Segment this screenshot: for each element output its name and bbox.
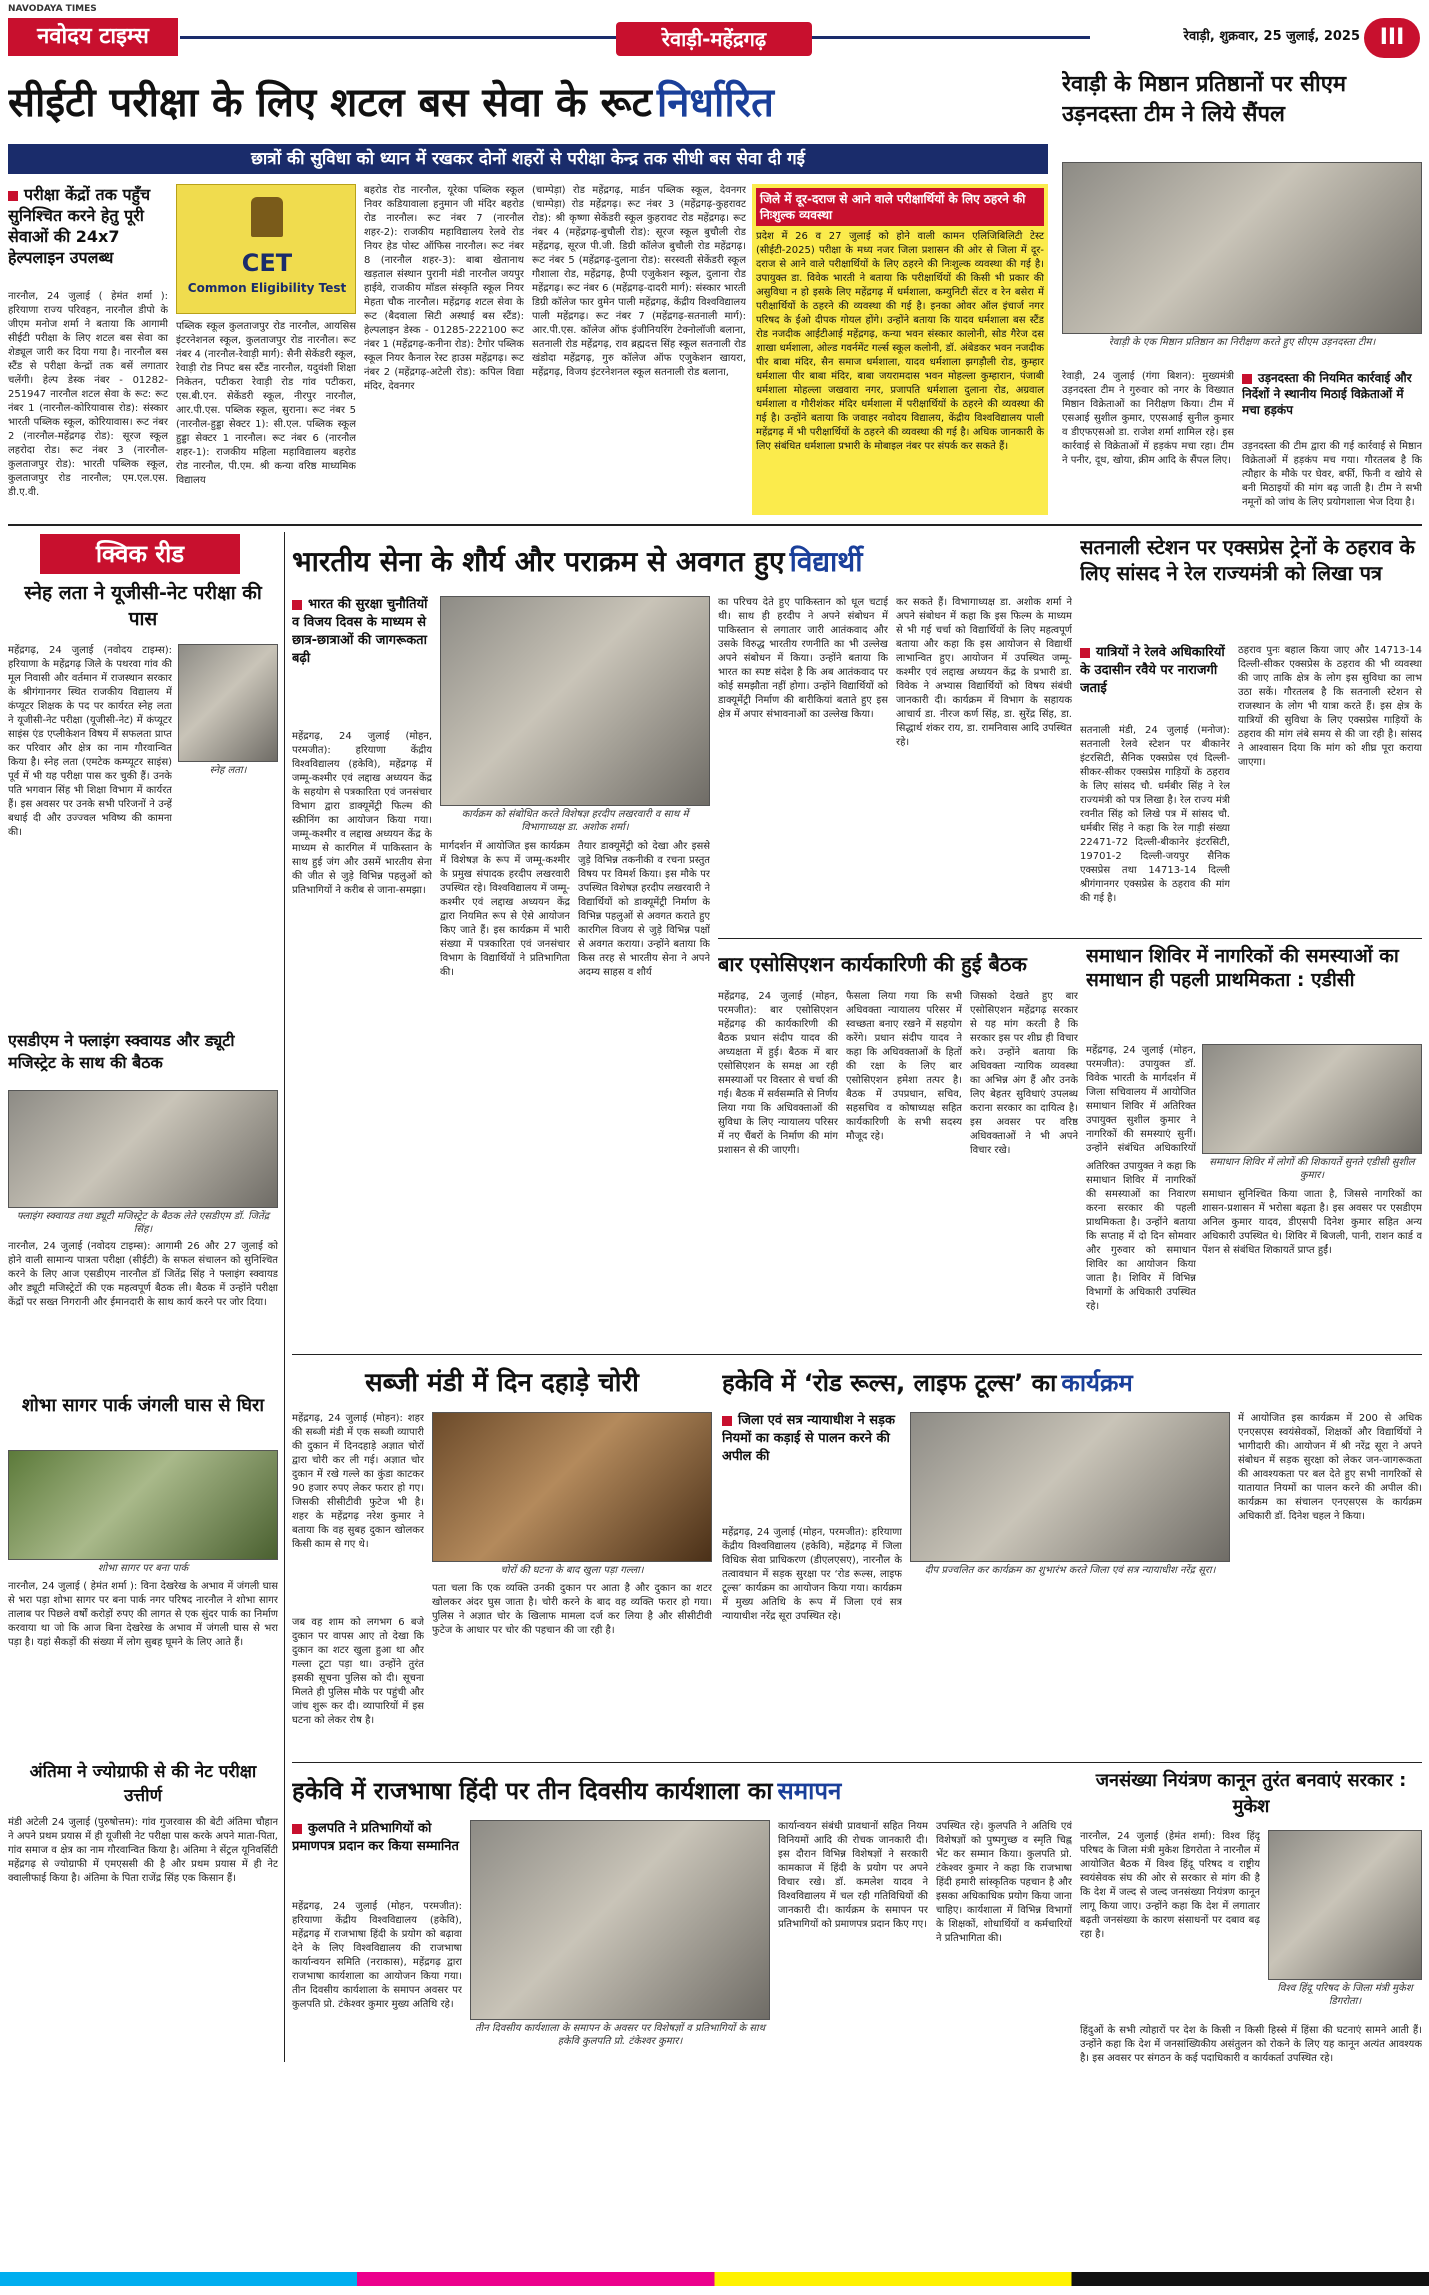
- sneh-lata-caption: स्नेह लता।: [209, 765, 247, 776]
- lead-headline-main: सीईटी परीक्षा के लिए शटल बस सेवा के रूट: [8, 80, 652, 126]
- lead-col-1: नारनौल, 24 जुलाई ( हेमंत शर्मा ): हरियाणा राज्य परिवहन, नारनौल डीपो के जीएम मनोज शर्मा ने बताया कि आगामी सीईटी परीक्षा के लिए शटल बस सेवा का शेड्यूल जारी कर दिया गया है। नारनौल बस स्टैंड से परीक्षा केन्द्रों तक बसें लगातार चलेंगी। हेल्प डेस्क नंबर - 01282-251947 नारनौल शटल सेवा के रूट: रूट नंबर 1 (नारनौल-कोरियावास रोड): संस्कार भारती पब्लिक स्कूल, कोरियावास। रूट नंबर 2 (नारनौल-महेंद्रगढ़ रोड): सूरज स्कूल लहरोदा रोड। रूट नंबर 3 (नारनौल-कुलताजपुर रोड): भारती पब्लिक स्कूल, कुलताजपुर रोड नारनौल; एम.एल.एस. डी.ए.वी.: [8, 291, 168, 498]
- yellow-box-head: जिले में दूर-दराज से आने वाले परीक्षार्थियों के लिए ठहरने की निःशुल्क व्यवस्था: [756, 188, 1044, 226]
- population-headline: जनसंख्या नियंत्रण कानून तुरंत बनवाएं सरकार : मुकेश: [1095, 1770, 1407, 1817]
- bar-col-2: फैसला लिया गया कि सभी अधिवक्ता न्यायालय परिसर में स्वच्छता बनाए रखने में सहयोग करेंगे। प्रधान संदीप यादव ने कहा कि अधिवक्ताओं के हितों की रक्षा के लिए बार एसोसिएशन हमेशा तत्पर है। बैठक में उपप्रधान, सचिव, सहसचिव व कोषाध्यक्ष सहित कार्यकारिणी के सभी सदस्य मौजूद रहे।: [846, 991, 962, 1142]
- dateline: रेवाड़ी, शुक्रवार, 25 जुलाई, 2025: [1090, 26, 1360, 44]
- railway-side-head-text: यात्रियों ने रेलवे अधिकारियों के उदासीन रवैये पर नाराजगी जताई: [1080, 644, 1230, 698]
- small-brand: NAVODAYA TIMES: [8, 4, 97, 14]
- road-col-1: महेंद्रगढ़, 24 जुलाई (मोहन, परमजीत): हरियाणा केंद्रीय विश्वविद्यालय (हकेवि), महेंद्रगढ़ में जिला विधिक सेवा प्राधिकरण (डीएलएसए), नारनौल के तत्वावधान में सड़क सुरक्षा पर ‘रोड रूल्स, लाइफ टूल्स’ कार्यक्रम का आयोजन किया गया। कार्यक्रम में मुख्य अतिथि के रूप में जिला एवं सत्र न्यायाधीश नरेंद्र सूरा उपस्थित रहे।: [722, 1527, 902, 1622]
- masthead: [0, 0, 1429, 62]
- shobha-sagar-caption: शोभा सागर पर बना पार्क: [97, 1563, 189, 1574]
- samadhan-col-3: समाधान सुनिश्चित किया जाता है, जिससे नागरिकों का शासन-प्रशासन में भरोसा बढ़ता है। इस अवसर पर एसडीएम अनिल कुमार यादव, डीएसपी दिनेश कुमार सहित अन्य अधिकारी उपस्थित थे। शिविर में बिजली, पानी, राशन कार्ड व पेंशन से संबंधित शिकायतें प्राप्त हुईं।: [1202, 1189, 1422, 1256]
- lead-side-head: [8, 184, 168, 284]
- samadhan-headline: समाधान शिविर में नागरिकों की समस्याओं का समाधान ही पहली प्राथमिकता : एडीसी: [1086, 945, 1399, 991]
- railway-headline: सतनाली स्टेशन पर एक्सप्रेस ट्रेनों के ठहराव के लिए सांसद ने रेल राज्यमंत्री को लिखा पत्र: [1080, 535, 1415, 585]
- emblem-icon: [251, 197, 283, 237]
- population-col-1: नारनौल, 24 जुलाई (हेमंत शर्मा): विश्व हिंदू परिषद के जिला मंत्री मुकेश डिगरोता ने नारनौल में आयोजित बैठक में विश्व हिंदू परिषद व राष्ट्रीय स्वयंसेवक संघ की ओर से सरकार से मांग की है कि देश में जल्द से जल्द जनसंख्या नियंत्रण कानून लागू किया जाए। उन्होंने कहा कि देश में लगातार बढ़ती जनसंख्या के कारण संसाधनों पर दबाव बढ़ रहा है।: [1080, 1831, 1260, 1940]
- samadhan-photo: [1202, 1044, 1422, 1154]
- quick-read-s2-head: एसडीएम ने फ्लाइंग स्क्वायड और ड्यूटी मजिस्ट्रेट के साथ की बैठक: [8, 1031, 235, 1072]
- sabzi-caption: चोरों की घटना के बाद खुला पड़ा गल्ला।: [500, 1565, 644, 1576]
- army-col-4: का परिचय देते हुए पाकिस्तान को धूल चटाई थी। साथ ही हरदीप ने अपने संबोधन में पाकिस्तान से लगातार जारी आतंकवाद और उसके विरुद्ध भारतीय रणनीति का भी उल्लेख अपने संबोधन में किया। उन्होंने बताया कि भारत का स्पष्ट संदेश है कि अब आतंकवाद पर कोई समझौता नहीं होगा। उन्होंने विद्यार्थियों को डाक्यूमेंट्री निर्माण की बारीकियां बताते हुए इस क्षेत्र में अपार संभावनाओं का उल्लेख किया।: [718, 597, 888, 720]
- army-side-head: [292, 596, 432, 726]
- sabzi-col-1: महेंद्रगढ़, 24 जुलाई (मोहन): शहर की सब्जी मंडी में एक सब्जी व्यापारी की दुकान में दिनदहाड़े अज्ञात चोरों द्वारा चोरी कर ली गई। अज्ञात चोर दुकान में रखे गल्ले का कुंडा काटकर 90 हजार रुपए लेकर फरार हो गए। जिसकी सीसीटीवी फुटेज भी है। शहर के महेंद्रगढ़ नरेश कुमार ने बताया कि वह सुबह दुकान खोलकर किसी काम से गए थे।: [292, 1413, 424, 1550]
- lead-deck: छात्रों की सुविधा को ध्यान में रखकर दोनों शहरों से परीक्षा केन्द्र तक सीधी बस सेवा दी गई: [8, 144, 1048, 174]
- quick-read-s3-body: नारनौल, 24 जुलाई ( हेमंत शर्मा ): विना देखरेख के अभाव में जंगली घास से भरा पड़ा शोभा सागर पर बना पार्क नगर परिषद नारनौल ने शोभा सागर तालाब पर पिछले वर्षों करोड़ों रुपए की लागत से एक सुंदर पार्क का निर्माण करवाया था जो कि आज बिना देखरेख के अभाव में जंगली घास से भरा पड़ा है। यहां सैकड़ों की संख्या में लोग सुबह घूमने के लिए आते हैं।: [8, 1581, 278, 1648]
- samadhan-caption: समाधान शिविर में लोगों की शिकायतें सुनते एडीसी सुशील कुमार।: [1209, 1157, 1415, 1181]
- hindi-col-3: उपस्थित रहे। कुलपति ने अतिथि एवं विशेषज्ञों को पुष्पगुच्छ व स्मृति चिह्न भेंट कर सम्मान किया। कुलपति प्रो. टंकेश्वर कुमार ने कहा कि राजभाषा हिंदी हमारी सांस्कृतिक पहचान है और इसका अधिकाधिक प्रयोग किया जाना चाहिए। कार्यशाला में विभिन्न विभागों के शिक्षकों, शोधार्थियों व कर्मचारियों ने प्रतिभागिता की।: [936, 1821, 1072, 1944]
- footer-color-strip: [0, 2272, 1429, 2286]
- army-photo: [440, 596, 710, 806]
- railway-side-head: [1080, 644, 1230, 720]
- divider-2: [718, 938, 1422, 939]
- quick-read-s3-head: शोभा सागर पार्क जंगली घास से घिरा: [21, 1395, 265, 1416]
- hindi-headline-main: हकेवि में राजभाषा हिंदी पर तीन दिवसीय कार्यशाला का: [292, 1777, 773, 1805]
- cet-logo: [176, 184, 356, 314]
- hindi-headline-accent: समापन: [777, 1777, 842, 1805]
- cet-label: CET: [241, 249, 293, 277]
- hindi-col-1: महेंद्रगढ़, 24 जुलाई (मोहन, परमजीत): हरियाणा केंद्रीय विश्वविद्यालय (हकेवि), महेंद्रगढ़ में राजभाषा हिंदी के प्रयोग को बढ़ावा देने के लिए विश्वविद्यालय की राजभाषा कार्यान्वयन समिति (नराकास), महेंद्रगढ़ द्वारा राजभाषा कार्यशाला का आयोजन किया गया। तीन दिवसीय कार्यशाला के समापन अवसर पर कुलपति प्रो. टंकेश्वर कुमार मुख्य अतिथि रहे।: [292, 1901, 462, 2010]
- population-col-2: हिंदुओं के सभी त्योहारों पर देश के किसी न किसी हिस्से में हिंसा की घटनाएं सामने आती हैं। उन्होंने कहा कि देश में जनसांख्यिकीय असंतुलन को रोकने के लिए यह कानून अत्यंत आवश्यक है। इस अवसर पर संगठन के कई पदाधिकारी व कार्यकर्ता उपस्थित रहे।: [1080, 2025, 1422, 2064]
- yellow-box: [752, 184, 1048, 515]
- sweets-caption: रेवाड़ी के एक मिष्ठान प्रतिष्ठान का निरीक्षण करते हुए सीएम उड़नदस्ता टीम।: [1108, 337, 1376, 348]
- section-badge: रेवाड़ी-महेंद्रगढ़: [616, 22, 812, 56]
- bar-headline: बार एसोसिएशन कार्यकारिणी की हुई बैठक: [718, 952, 1027, 976]
- population-photo: [1268, 1830, 1422, 1980]
- divider-3: [292, 1354, 1422, 1355]
- sweets-col-2: उड़नदस्ता की टीम द्वारा की गई कार्रवाई से मिष्ठान विक्रेताओं में हड़कंप मच गया। गौरतलब है कि त्यौहार के मौके पर घेवर, बर्फी, फिनी व खोये से बनी मिठाइयों की मांग बढ़ जाती है। टीम ने सभी नमूनों को जांच के लिए प्रयोगशाला भेज दिया है।: [1242, 441, 1422, 508]
- divider-1: [8, 524, 1422, 526]
- road-headline: [722, 1360, 1422, 1406]
- road-side-head-text: जिला एवं सत्र न्यायाधीश ने सड़क नियमों का कड़ाई से पालन करने की अपील की: [722, 1412, 902, 1466]
- sneh-lata-photo: [178, 644, 278, 762]
- divider-4: [292, 1762, 1422, 1763]
- army-col-1: महेंद्रगढ़, 24 जुलाई (मोहन, परमजीत): हरियाणा केंद्रीय विश्वविद्यालय (हकेवि), महेंद्रगढ़ में जम्मू-कश्मीर एवं लद्दाख अध्ययन केंद्र के सहयोग से पत्रकारिता एवं जनसंचार विभाग द्वारा डाक्यूमेंट्री फिल्म की स्क्रीनिंग का आयोजन किया गया। जम्मू-कश्मीर व लद्दाख अध्ययन केंद्र के माध्यम से कारगिल में पाकिस्तान के साथ हुई जंग और उसमें भारतीय सेना की जीत से जुड़े विभिन्न पहलुओं को प्रतिभागियों ने करीब से जाना-समझा।: [292, 731, 432, 896]
- quick-read-title: क्विक रीड: [40, 534, 240, 574]
- lead-col-3: बहरोड रोड नारनौल, यूरेका पब्लिक स्कूल निवर कडियावाला हनुमान जी मंदिर बहरोड रोड नारनौल। रूट नंबर 7 (नारनौल शहर-2): राजकीय महाविद्यालय रेलवे रोड नियर हेड पोस्ट ऑफिस नारनौल। रूट नंबर 8 (नारनौल शहर-3): बाबा खेतानाथ खड़ताल संस्थान पुरानी मंडी नारनौल जयपुर हाईवे, राजकीय मॉडल संस्कृति स्कूल नियर मेहता चौक नारनौल। महेंद्रगढ़ शटल सेवा के रूट (बैदवाला सिटी अस्थाई बस स्टैंड): हेल्पलाइन डेस्क - 01285-222100 रूट नंबर 1 (महेंद्रगढ़-कनीना रोड): टैगोर पब्लिक स्कूल नियर कैनाल रेस्ट हाउस महेंद्रगढ़। रूट नंबर 2 (महेंद्रगढ़-अटेली रोड): कपिल विद्या मंदिर, देवनगर: [364, 185, 524, 392]
- divider-qr: [284, 532, 285, 2062]
- yellow-box-body: प्रदेश में 26 व 27 जुलाई को होने वाली कामन एलिजिबिलिटी टेस्ट (सीईटी-2025) परीक्षा के मध्य नजर जिला प्रशासन की ओर से जिला में दूर-दराज से आने वाले परीक्षार्थियों के लिए ठहरने की निःशुल्क व्यवस्था की गई है। उपायुक्त डा. विवेक भारती ने बताया कि परीक्षार्थियों की किसी भी प्रकार की असुविधा न हो इसके लिए महेंद्रगढ़ में धर्मशाला, कम्युनिटी सेंटर व रेन बसेरा में परीक्षार्थियों के ठहरने की व्यवस्था की गई है। इनका ओवर ऑल इंचार्ज नगर परिषद के ईओ दीपक गोयल होंगे। उन्होंने बताया कि यादव धर्मशाला बस स्टैंड रोड नजदीक आईटीआई महेंद्रगढ़, कन्या भवन संस्कार कालोनी, सोड गैरेज दस शाखा धर्मशाला, ओल्ड गवर्नमेंट गर्ल्स स्कूल कलोनी, डॉ. अंबेडकर भवन नजदीक पीर बाबा मंदिर, सैन समाज धर्मशाला, यादव धर्मशाला झगड़ौली रोड, कुम्हार धर्मशाला पीर बाबा मंदिर, बाबा जयरामदास भवन मोहल्ला कुम्हारान, पंजाबी धर्मशाला मोहल्ला जखवारा नगर, प्रजापति धर्मशाला दुलाना रोड, अग्रवाल धर्मशाला व गौरीशंकर मंदिर धर्मशाला में परीक्षार्थियों के ठहरने की व्यवस्था की गई है। उन्होंने बताया कि जवाहर नवोदय विद्यालय, केंद्रीय विश्वविद्यालय पाली महेंद्रगढ़ में भी परीक्षार्थियों के ठहरने की व्यवस्था की गई है। अधिक जानकारी के लिए संबंधित धर्मशाला प्रभारी के मोबाइल नंबर पर संपर्क कर सकते हैं।: [756, 231, 1044, 452]
- sweets-sub-head: [1242, 370, 1422, 436]
- railway-col-2: ठहराव पुनः बहाल किया जाए और 14713-14 दिल्ली-सीकर एक्सप्रेस के ठहराव की भी व्यवस्था की जाए ताकि क्षेत्र के लोग इस सुविधा का लाभ उठा सकें। गौरतलब है कि सतनाली स्टेशन से राजस्थान के लोग भी यात्रा करते हैं। इस क्षेत्र के यात्रियों की सुविधा के लिए एक्सप्रेस गाड़ियों के ठहराव की मांग लंबे समय से की जा रही है। सांसद ने आश्वासन दिया कि मांग को शीघ्र पूरा कराया जाएगा।: [1238, 645, 1422, 768]
- samadhan-col-1: महेंद्रगढ़, 24 जुलाई (मोहन, परमजीत): उपायुक्त डॉ. विवेक भारती के मार्गदर्शन में जिला सचिवालय में आयोजित समाधान शिविर में अतिरिक्त उपायुक्त सुशील कुमार ने नागरिकों की समस्याएं सुनीं। उन्होंने संबंधित अधिकारियों: [1086, 1045, 1196, 1154]
- brand-logo: नवोदय टाइम्स: [8, 18, 178, 56]
- road-headline-main: हकेवि में ‘रोड रूल्स, लाइफ टूल्स’ का: [722, 1369, 1057, 1397]
- sweets-sub-head-text: उड़नदस्ता की नियमित कार्रवाई और निर्देशों ने स्थानीय मिठाई विक्रेताओं में मचा हड़कंप: [1242, 370, 1422, 418]
- road-col-2: में आयोजित इस कार्यक्रम में 200 से अधिक एनएसएस स्वयंसेवकों, शिक्षकों और विद्यार्थियों ने भागीदारी की। आयोजन में श्री नरेंद्र सूरा ने अपने संबोधन में सड़क सुरक्षा को लेकर जन-जागरूकता की आवश्यकता पर बल देते हुए सभी नागरिकों से यातायात नियमों का पालन करने की अपील की। कार्यक्रम का संचालन एनएसएस के कार्यक्रम अधिकारी डॉ. दिनेश चहल ने किया।: [1238, 1413, 1422, 1522]
- sweets-photo: [1062, 162, 1422, 334]
- sweets-col-1: रेवाड़ी, 24 जुलाई (गंगा बिशन): मुख्यमंत्री उड़नदस्ता टीम ने गुरुवार को नगर के विख्यात मिष्ठान विक्रेताओं का निरीक्षण किया। टीम में एसआई सुशील कुमार, एएसआई सुनील कुमार व डीएफएसओ डा. राजेश शर्मा शामिल रहे। इस कार्रवाई से विक्रेताओं में हड़कंप मचा रहा। टीम ने पनीर, दूध, खोया, क्रीम आदि के सैंपल लिए।: [1062, 371, 1234, 466]
- army-caption: कार्यक्रम को संबोधित करते विशेषज्ञ हरदीप लखरवारी व साथ में विभागाध्यक्ष डा. अशोक शर्मा।: [461, 809, 689, 833]
- lead-col-4: (चाम्पेड़ा) रोड महेंद्रगढ़, मार्डन पब्लिक स्कूल, देवनगर (चाम्पेड़ा) रोड महेंद्रगढ़। रूट नंबर 3 (महेंद्रगढ़-कुहरावट रोड): श्री कृष्णा सेकेंडरी स्कूल कुहरावट रोड महेंद्रगढ़। रूट नंबर 4 (महेंद्रगढ़-बुचौली रोड): सूरज स्कूल बुचौली रोड महेंद्रगढ़, सूरज पी.जी. डिग्री कॉलेज बुचौली रोड महेंद्रगढ़। रूट नंबर 5 (महेंद्रगढ़-दुलाना रोड): सरस्वती सेकेंडरी स्कूल गौशाला रोड, महेंद्रगढ़, हैप्पी एजुकेशन स्कूल, दुलाना रोड महेंद्रगढ़। रूट नंबर 6 (महेंद्रगढ़-दादरी मार्ग): संस्कार भारती डिग्री कॉलेज फार वुमेन पाली महेंद्रगढ़, केंद्रीय विश्वविद्यालय पाली महेंद्रगढ़। रूट नंबर 7 (महेंद्रगढ़-सतनाली मार्ग): आर.पी.एस. कॉलेज ऑफ इंजीनियरिंग टेक्नोलॉजी बलाना, सतनाली रोड महेंद्रगढ़, राव ब्रह्मदत्त सिंह स्कूल सतनाली रोड खंडोदा महेंद्रगढ़, गुरु कॉलेज ऑफ एजुकेशन खायरा, महेंद्रगढ़, विजय इंटरनेशनल स्कूल सतनाली रोड बलाना,: [532, 185, 746, 378]
- sabzi-col-2: जब वह शाम को लगभग 6 बजे दुकान पर वापस आए तो देखा कि दुकान का शटर खुला हुआ था और गल्ला टूटा पड़ा था। उन्होंने तुरंत इसकी सूचना पुलिस को दी। सूचना मिलते ही पुलिस मौके पर पहुंची और जांच शुरू कर दी। व्यापारियों में इस घटना को लेकर रोष है।: [292, 1617, 424, 1726]
- quick-read-s4-body: मंडी अटेली 24 जुलाई (पुरुषोत्तम): गांव गुजरवास की बेटी अंतिमा चौहान ने अपने प्रथम प्रयास में ही यूजीसी नेट परीक्षा पास करके अपने माता-पिता, गांव समाज व क्षेत्र का नाम गौरवान्वित किया है। अंतिमा ने सेंट्रल यूनिवर्सिटी महेंद्रगढ़ से ज्योग्राफी में एमएससी की है और प्रथम प्रयास में ही नेट क्वालीफाई किया है। अंतिमा के पिता राजेंद्र सिंह एक किसान हैं।: [8, 1817, 278, 1884]
- lead-headline-accent: निर्धारित: [656, 80, 774, 126]
- army-headline-main: भारतीय सेना के शौर्य और पराक्रम से अवगत हुए: [292, 545, 785, 578]
- sabzi-headline: सब्जी मंडी में दिन दहाड़े चोरी: [365, 1368, 639, 1398]
- samadhan-col-2: अतिरिक्त उपायुक्त ने कहा कि समाधान शिविर में नागरिकों की समस्याओं का निवारण करना सरकार की पहली प्राथमिकता है। उन्होंने बताया कि सप्ताह में दो दिन सोमवार और गुरुवार को समाधान शिविर का आयोजन किया जाता है। शिविर में विभिन्न विभागों के अधिकारी उपस्थित रहे।: [1086, 1161, 1196, 1312]
- railway-col-1: सतनाली मंडी, 24 जुलाई (मनोज): सतनाली रेलवे स्टेशन पर बीकानेर इंटरसिटी, सैनिक एक्सप्रेस एवं दिल्ली-सीकर-सीकर एक्सप्रेस गाड़ियों के ठहराव के लिए सांसद चौ. धर्मबीर सिंह ने रेल राज्यमंत्री को पत्र लिखा है। रेल राज्य मंत्री रवनीत सिंह को लिखे पत्र में सांसद चौ. धर्मबीर सिंह ने कहा कि रेल गाड़ी संख्या 22471-72 दिल्ली-बीकानेर इंटरसिटी, 19701-2 दिल्ली-जयपुर सैनिक एक्सप्रेस तथा 14713-14 दिल्ली श्रीगंगानगर एक्सप्रेस के ठहराव की मांग की गई है।: [1080, 725, 1230, 904]
- army-col-2: मार्गदर्शन में आयोजित इस कार्यक्रम में विशेषज्ञ के रूप में जम्मू-कश्मीर के प्रमुख संपादक हरदीप लखरवारी उपस्थित रहे। विश्वविद्यालय में जम्मू-कश्मीर एवं लद्दाख अध्ययन केंद्र द्वारा नियमित रूप से ऐसे आयोजन किए जाते हैं। इस कार्यक्रम में भारी संख्या में पत्रकारिता एवं जनसंचार विभाग के विद्यार्थियों ने प्रतिभागिता की।: [440, 841, 570, 978]
- quick-read-s4-head: अंतिमा ने ज्योग्राफी से की नेट परीक्षा उत्तीर्ण: [29, 1762, 257, 1806]
- army-headline: [292, 534, 1072, 590]
- quick-read-s2-body: नारनौल, 24 जुलाई (नवोदय टाइम्स): आगामी 26 और 27 जुलाई को होने वाली सामान्य पात्रता परीक्षा (सीईटी) के सफल संचालन को सुनिश्चित करने के लिए आज एसडीएम नारनौल डॉ जितेंद्र सिंह ने फ्लाइंग स्क्वायड और ड्यूटी मजिस्ट्रेटों की एक महत्वपूर्ण बैठक ली। बैठक में उन्होंने परीक्षा केंद्रों पर सख्त निगरानी और ईमानदारी के साथ कार्य करने पर जोर दिया।: [8, 1241, 278, 1308]
- sdm-meeting-caption: फ्लाइंग स्क्वायड तथा ड्यूटी मजिस्ट्रेट के बैठक लेते एसडीएम डॉ. जितेंद्र सिंह।: [16, 1211, 270, 1235]
- cet-sub: Common Eligibility Test: [187, 281, 347, 295]
- lead-side-head-text: परीक्षा केंद्रों तक पहुँच सुनिश्चित करने हेतु पूरी सेवाओं की 24x7 हेल्पलाइन उपलब्ध: [8, 184, 168, 268]
- hindi-col-2: कार्यान्वयन संबंधी प्रावधानों सहित नियम विनियमों आदि की रोचक जानकारी दी। इस दौरान विभिन्न विशेषज्ञों ने सरकारी कामकाज में हिंदी के प्रयोग पर अपने विचार रखे। डॉ. कमलेश यादव ने विश्वविद्यालय में चल रही गतिविधियों की जानकारी दी। कार्यक्रम के समापन पर प्रतिभागियों को प्रमाणपत्र प्रदान किए गए।: [778, 1821, 928, 1930]
- quick-read-s1-head: स्नेह लता ने यूजीसी-नेट परीक्षा की पास: [24, 582, 262, 630]
- shobha-sagar-photo: [8, 1450, 278, 1560]
- army-side-head-text: भारत की सुरक्षा चुनौतियों व विजय दिवस के माध्यम से छात्र-छात्राओं की जागरूकता बढ़ी: [292, 596, 432, 668]
- sweets-headline: रेवाड़ी के मिष्ठान प्रतिष्ठानों पर सीएम उड़नदस्ता टीम ने लिये सैंपल: [1062, 72, 1347, 127]
- bar-col-3: जिसको देखते हुए बार एसोसिएशन महेंद्रगढ़ सरकार से यह मांग करती है कि सरकार इस पर शीघ्र ही विचार करे। उन्होंने बताया कि अधिवक्ता न्यायिक व्यवस्था का अभिन्न अंग हैं और उनके लिए बेहतर सुविधाएं उपलब्ध कराना सरकार का दायित्व है। इस अवसर पर वरिष्ठ अधिवक्ताओं ने भी अपने विचार रखे।: [970, 991, 1078, 1156]
- road-headline-accent: कार्यक्रम: [1061, 1369, 1133, 1397]
- lead-headline: [8, 64, 1048, 142]
- quick-read-s1-body: महेंद्रगढ़, 24 जुलाई (नवोदय टाइम्स): हरियाणा के महेंद्रगढ़ जिले के पथरवा गांव की मूल निवासी और वर्तमान में राजस्थान सरकार के श्रीगंगानगर स्थित राजकीय विद्यालय में कंप्यूटर शिक्षक के पद पर कार्यरत स्नेह लता ने यूजीसी-नेट परीक्षा (यूजीसी-नेट) में कंप्यूटर साइंस एंड एप्लीकेशन विषय में सफलता प्राप्त कर परिवार और क्षेत्र का नाम गौरवान्वित किया है। स्नेह लता (एमटेक कम्प्यूटर साइंस) पूर्व में भी यह परीक्षा पास कर चुकी हैं। उनके पति भगवान सिंह भी शिक्षा विभाग में कार्यरत हैं। इस अवसर पर उनके सभी परिजनों ने उन्हें बधाई दी और उज्ज्वल भविष्य की कामना की।: [8, 645, 172, 838]
- bar-col-1: महेंद्रगढ़, 24 जुलाई (मोहन, परमजीत): बार एसोसिएशन महेंद्रगढ़ की कार्यकारिणी की बैठक प्रधान संदीप यादव की अध्यक्षता में हुई। बैठक में बार एसोसिएशन के समक्ष आ रही समस्याओं पर विस्तार से चर्चा की गई। बैठक में सर्वसम्मति से निर्णय लिया गया कि अधिवक्ताओं की सुविधा के लिए न्यायालय परिसर में नए चैंबरों के निर्माण की मांग प्रशासन से की जाएगी।: [718, 991, 838, 1156]
- hindi-side-head: [292, 1820, 462, 1896]
- population-caption: विश्व हिंदू परिषद के जिला मंत्री मुकेश डिगरोता।: [1277, 1983, 1413, 2007]
- hindi-caption: तीन दिवसीय कार्यशाला के समापन के अवसर पर विशेषज्ञों व प्रतिभागियों के साथ हकेवि कुलपति प्रो. टंकेश्वर कुमार।: [474, 2023, 766, 2047]
- page-number: III: [1364, 18, 1420, 58]
- army-col-3: तैयार डाक्यूमेंट्री को देखा और इससे जुड़े विभिन्न तकनीकी व रचना प्रस्तुत विषय पर विमर्श किया। इस मौके पर उपस्थित विशेषज्ञ हरदीप लखरवारी ने विद्यार्थियों को डाक्यूमेंट्री निर्माण के विभिन्न पहलुओं से अवगत कराते हुए कारगिल विजय से जुड़े विभिन्न पक्षों से अवगत कराया। उन्होंने बताया कि किस तरह से भारतीय सेना ने अपने अदम्य साहस व शौर्य: [578, 841, 710, 978]
- hindi-side-head-text: कुलपति ने प्रतिभागियों को प्रमाणपत्र प्रदान कर किया सम्मानित: [292, 1820, 462, 1856]
- army-headline-accent: विद्यार्थी: [789, 545, 863, 578]
- lead-col-2: पब्लिक स्कूल कुलताजपुर रोड नारनौल, आयसिस इंटरनेशनल स्कूल, कुलताजपुर रोड नारनौल। रूट नंबर 4 (नारनौल-रेवाड़ी मार्ग): सैनी सेकेंडरी स्कूल, रेवाड़ी रोड निपट बस स्टैंड नारनौल, यदुवंशी शिक्षा निकेतन, पटीकरा रेवाड़ी रोड गांव पटीकरा, एस.बी.एन. सेकेंडरी स्कूल, नीरपुर नारनौल, आर.पी.एस. पब्लिक स्कूल, सुराना। रूट नंबर 5 (नारनौल-हुड्डा सेक्टर 1): सी.एल. पब्लिक स्कूल हुड्डा सेक्टर 1 नारनौल। रूट नंबर 6 (नारनौल शहर-1): राजकीय महिला महाविद्यालय बहरोड रोड नारनौल, पी.एम. श्री कन्या वरिष्ठ माध्यमिक विद्यालय: [176, 321, 356, 486]
- sabzi-photo: [432, 1412, 712, 1562]
- hindi-photo: [470, 1820, 770, 2020]
- road-side-head: [722, 1412, 902, 1522]
- sabzi-col-3: पता चला कि एक व्यक्ति उनकी दुकान पर आता है और दुकान का शटर खोलकर अंदर घुस जाता है। चोरी करने के बाद वह व्यक्ति फरार हो गया। पुलिस ने अज्ञात चोर के खिलाफ मामला दर्ज कर लिया है और सीसीटीवी फुटेज के आधार पर चोर की पहचान की जा रही है।: [432, 1583, 712, 1636]
- road-caption: दीप प्रज्वलित कर कार्यक्रम का शुभारंभ करते जिला एवं सत्र न्यायाधीश नरेंद्र सूरा।: [924, 1565, 1216, 1576]
- hindi-headline: [292, 1768, 1072, 1814]
- sdm-meeting-photo: [8, 1090, 278, 1208]
- road-photo: [910, 1412, 1230, 1562]
- army-col-5: कर सकते हैं। विभागाध्यक्ष डा. अशोक शर्मा ने अपने संबोधन में कहा कि इस फिल्म के माध्यम से भी गई चर्चा को विद्यार्थियों के लिए महत्वपूर्ण बताया और कहा कि इस आयोजन से विद्यार्थी लाभान्वित हुए। आयोजन में उपस्थित जम्मू-कश्मीर एवं लद्दाख अध्ययन केंद्र के प्रभारी डा. विवेक ने अभ्यास विद्यार्थियों को विषय संबंधी जानकारी दी। कार्यक्रम में विभाग के सहायक आचार्य डा. नीरज कर्ण सिंह, डा. सुरेंद्र सिंह, डा. सिद्धार्थ शंकर राय, डा. रामनिवास आदि उपस्थित रहे।: [896, 597, 1072, 748]
